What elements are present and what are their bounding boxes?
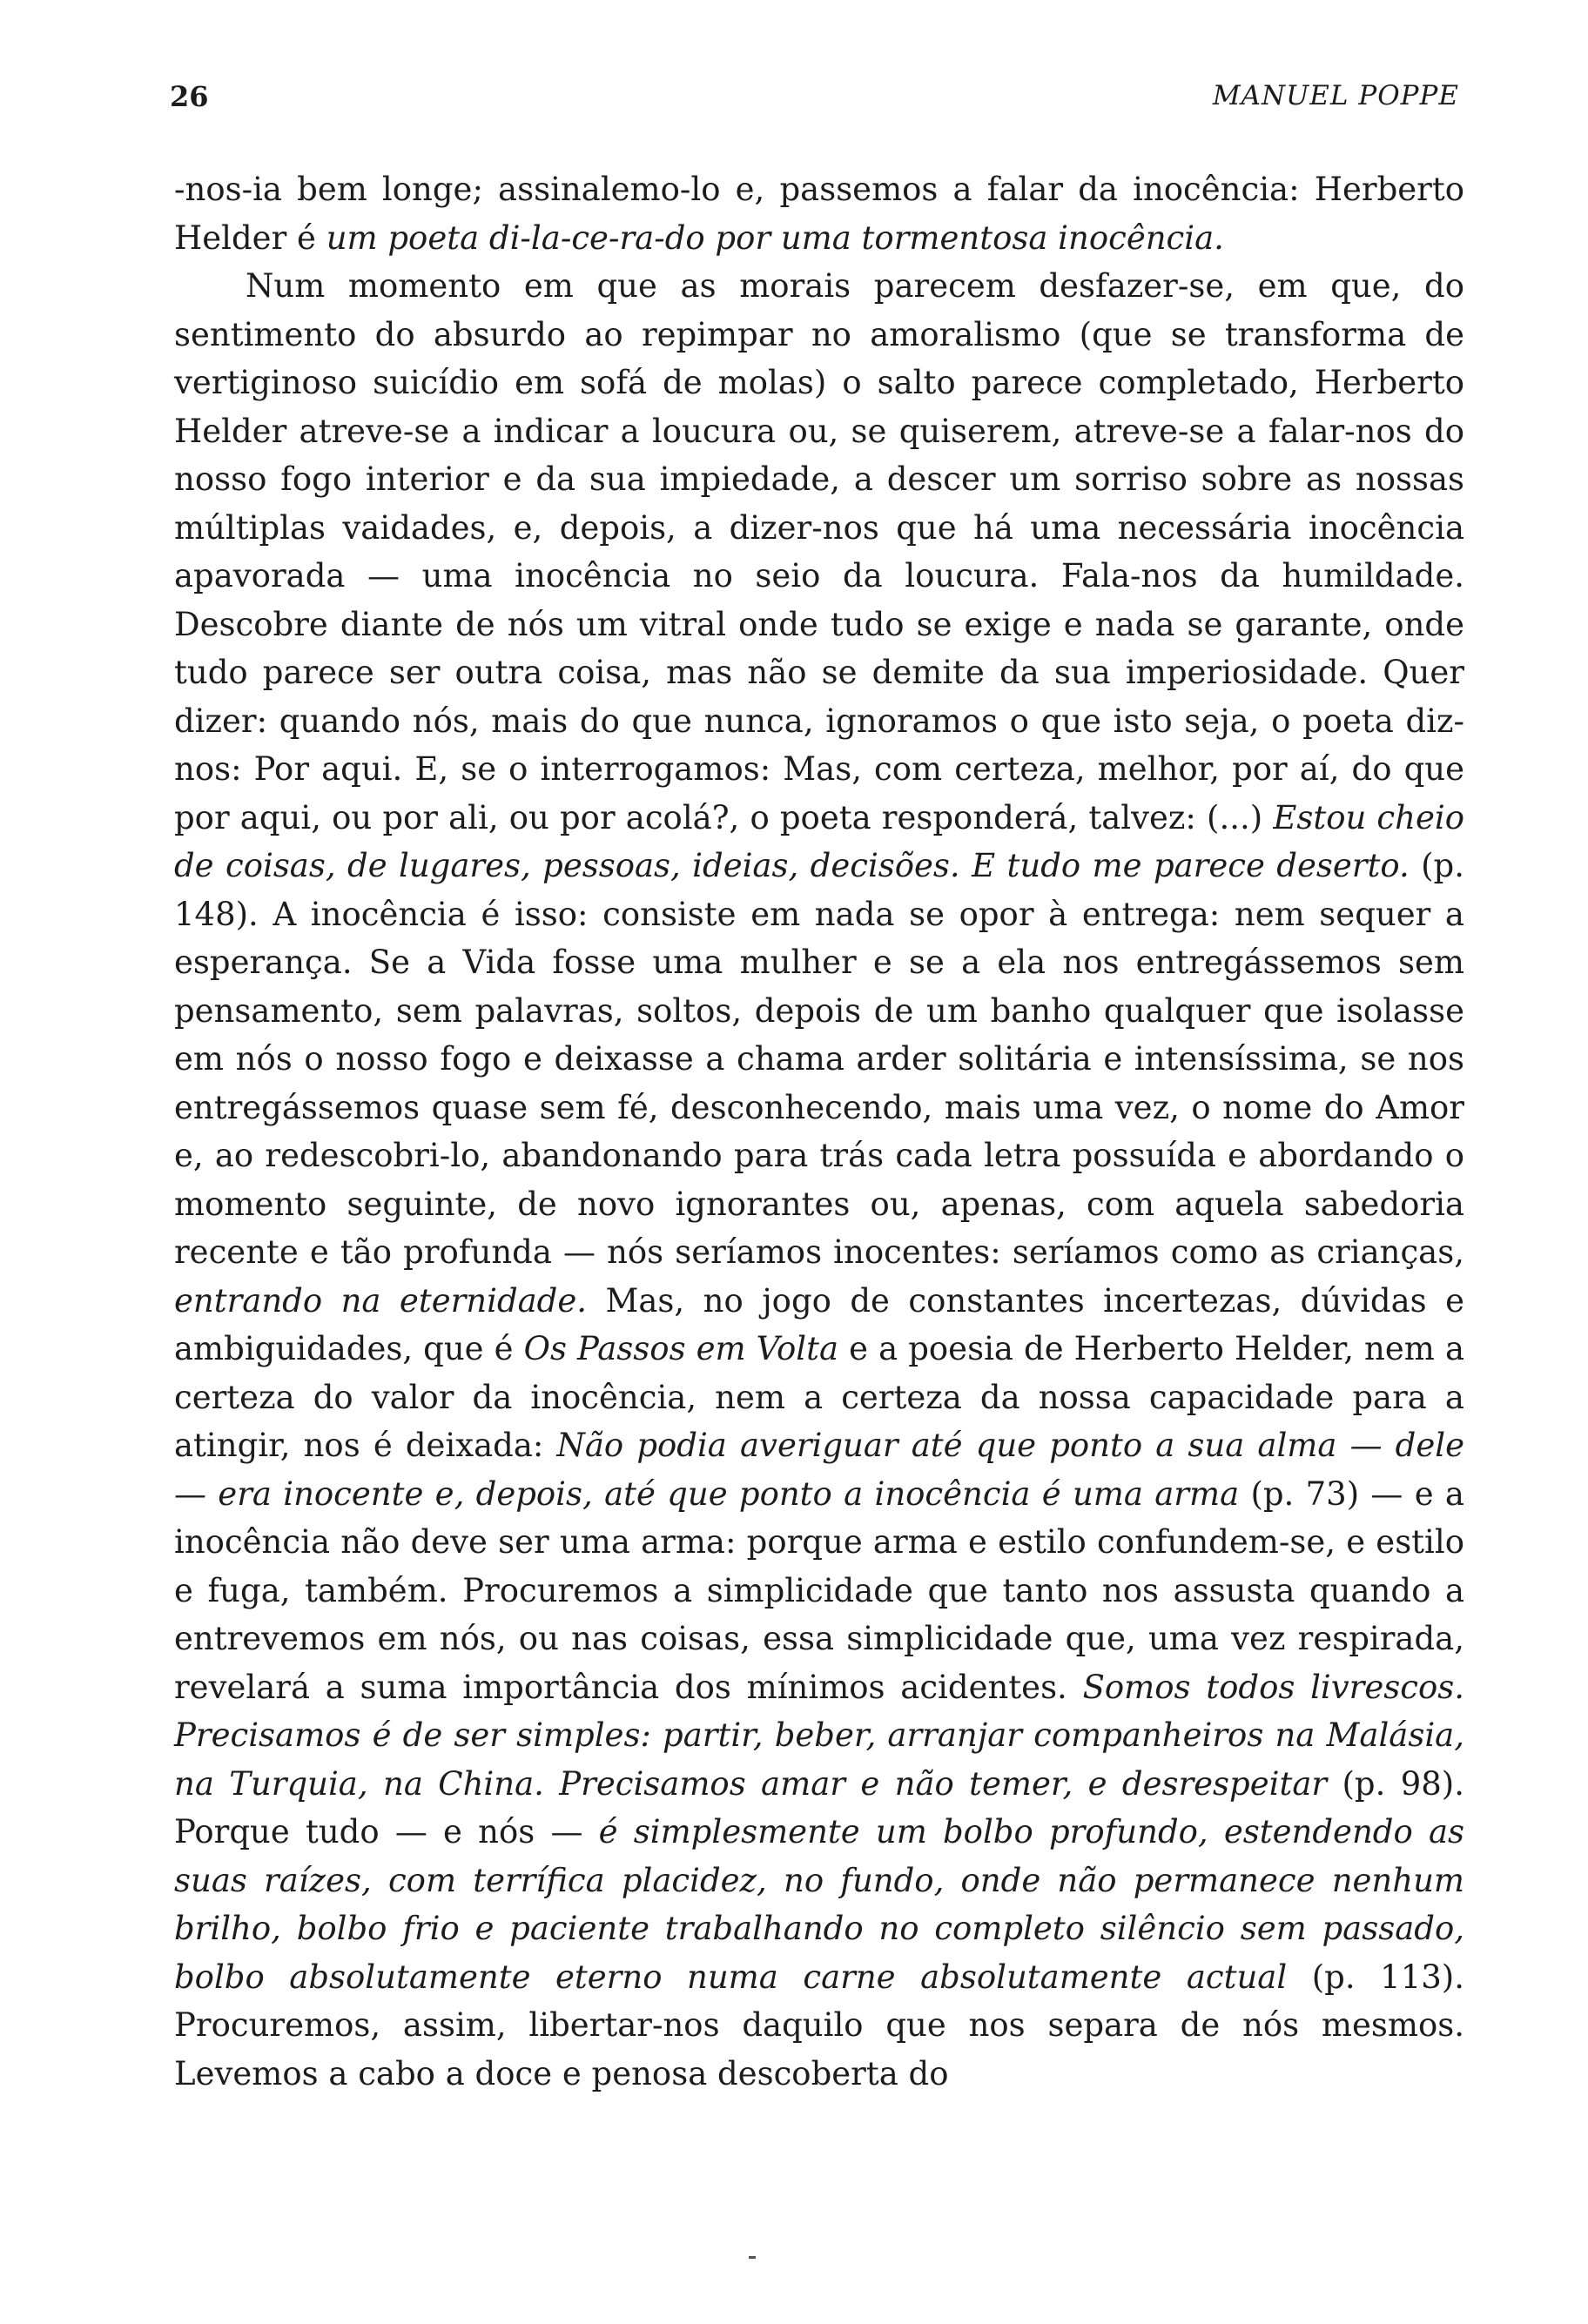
italic-segment: Estou cheio de coisas, de lugares, pessoas, ideias, decisões. E tudo me parece deserto. bbox=[174, 798, 1464, 884]
text-segment: (p. 73) — e a inocência não deve ser uma arma: porque arma e estilo confundem-se, e estilo e fuga, também. Procuremos a simplicidade que tanto nos assusta quando a entrevemos em nós, ou nas coisas, essa simplicidade que, uma vez respirada, revelará a suma importância dos mínimos acidentes. bbox=[174, 1474, 1464, 1706]
italic-segment: um poeta di-la-ce-ra-do por uma tormentosa inocência. bbox=[326, 218, 1224, 257]
italic-segment: entrando na eternidade. bbox=[174, 1281, 588, 1320]
italic-segment: Os Passos em Volta bbox=[523, 1330, 839, 1367]
italic-segment: Somos todos livrescos. Precisamos é de ser simples: partir, beber, arranjar companheiros na Malásia, na Turquia, na China. Precisamos amar e não temer, e desrespeitar bbox=[174, 1668, 1464, 1803]
text-segment: -nos-ia bem longe; assinalemo-lo e, passemos a falar da inocência: Herberto Helder é bbox=[174, 171, 1464, 257]
page-number: 26 bbox=[170, 80, 209, 113]
text-segment: e a poesia de Herberto Helder, nem a certeza do valor da inocência, nem a certeza da nossa capacidade para a atingir, nos é deixada: bbox=[174, 1330, 1464, 1464]
paragraph-1 bbox=[174, 165, 1464, 262]
text-segment: (p. 98). Porque tudo — e nós — bbox=[174, 1764, 1464, 1850]
paragraph-2 bbox=[174, 262, 1464, 2098]
text-segment: Mas, no jogo de constantes incertezas, dúvidas e ambiguidades, que é bbox=[174, 1281, 1464, 1367]
text-segment: Num momento em que as morais parecem desfazer-se, em que, do sentimento do absurdo ao repimpar no amoralismo (que se transforma de vertiginoso suicídio em sofá de molas) o salto parece completado, Herberto Helder atreve-se a indicar a loucura ou, se quiserem, atreve-se a falar-nos do nosso fogo interior e da sua impiedade, a descer um sorriso sobre as nossas múltiplas vaidades, e, depois, a dizer-nos que há uma necessária inocência apavorada — uma inocência no seio da loucura. Fala-nos da humildade. Descobre diante de nós um vitral onde tudo se exige e nada se garante, onde tudo parece ser outra coisa, mas não se demite da sua imperiosidade. Quer dizer: quando nós, mais do que nunca, ignoramos o que isto seja, o poeta diz-nos: Por aqui. E, se o interrogamos: Mas, com certeza, melhor, por aí, do que por aqui, ou por ali, ou por acolá?, o poeta responderá, talvez: (...) bbox=[174, 267, 1464, 836]
italic-segment: Não podia averiguar até que ponto a sua alma — dele — era inocente e, depois, até que ponto a inocência é uma arma bbox=[174, 1427, 1464, 1513]
page-header bbox=[170, 80, 1459, 124]
text-segment: (p. 113). Procuremos, assim, libertar-nos daquilo que nos separa de nós mesmos. Levemos a cabo a doce e penosa descoberta do bbox=[174, 1958, 1464, 2092]
scan-mark bbox=[749, 2256, 756, 2259]
italic-segment: é simplesmente um bolbo profundo, estendendo as suas raízes, com terrífica placidez, no fundo, onde não permanece nenhum brilho, bolbo frio e paciente trabalhando no completo silêncio sem passado, bolbo absolutamente eterno numa carne absolutamente actual bbox=[174, 1813, 1464, 1996]
running-title: MANUEL POPPE bbox=[1212, 80, 1459, 111]
body-text bbox=[174, 165, 1464, 2098]
text-segment: (p. 148). A inocência é isso: consiste em nada se opor à entrega: nem sequer a esperança. Se a Vida fosse uma mulher e se a ela nos entregássemos sem pensamento, sem palavras, soltos, depois de um banho qualquer que isolasse em nós o nosso fogo e deixasse a chama arder solitária e intensíssima, se nos entregássemos quase sem fé, desconhecendo, mais uma vez, o nome do Amor e, ao redescobri-lo, abandonando para trás cada letra possuída e abordando o momento seguinte, de novo ignorantes ou, apenas, com aquela sabedoria recente e tão profunda — nós seríamos inocentes: seríamos como as crianças, bbox=[174, 847, 1464, 1271]
